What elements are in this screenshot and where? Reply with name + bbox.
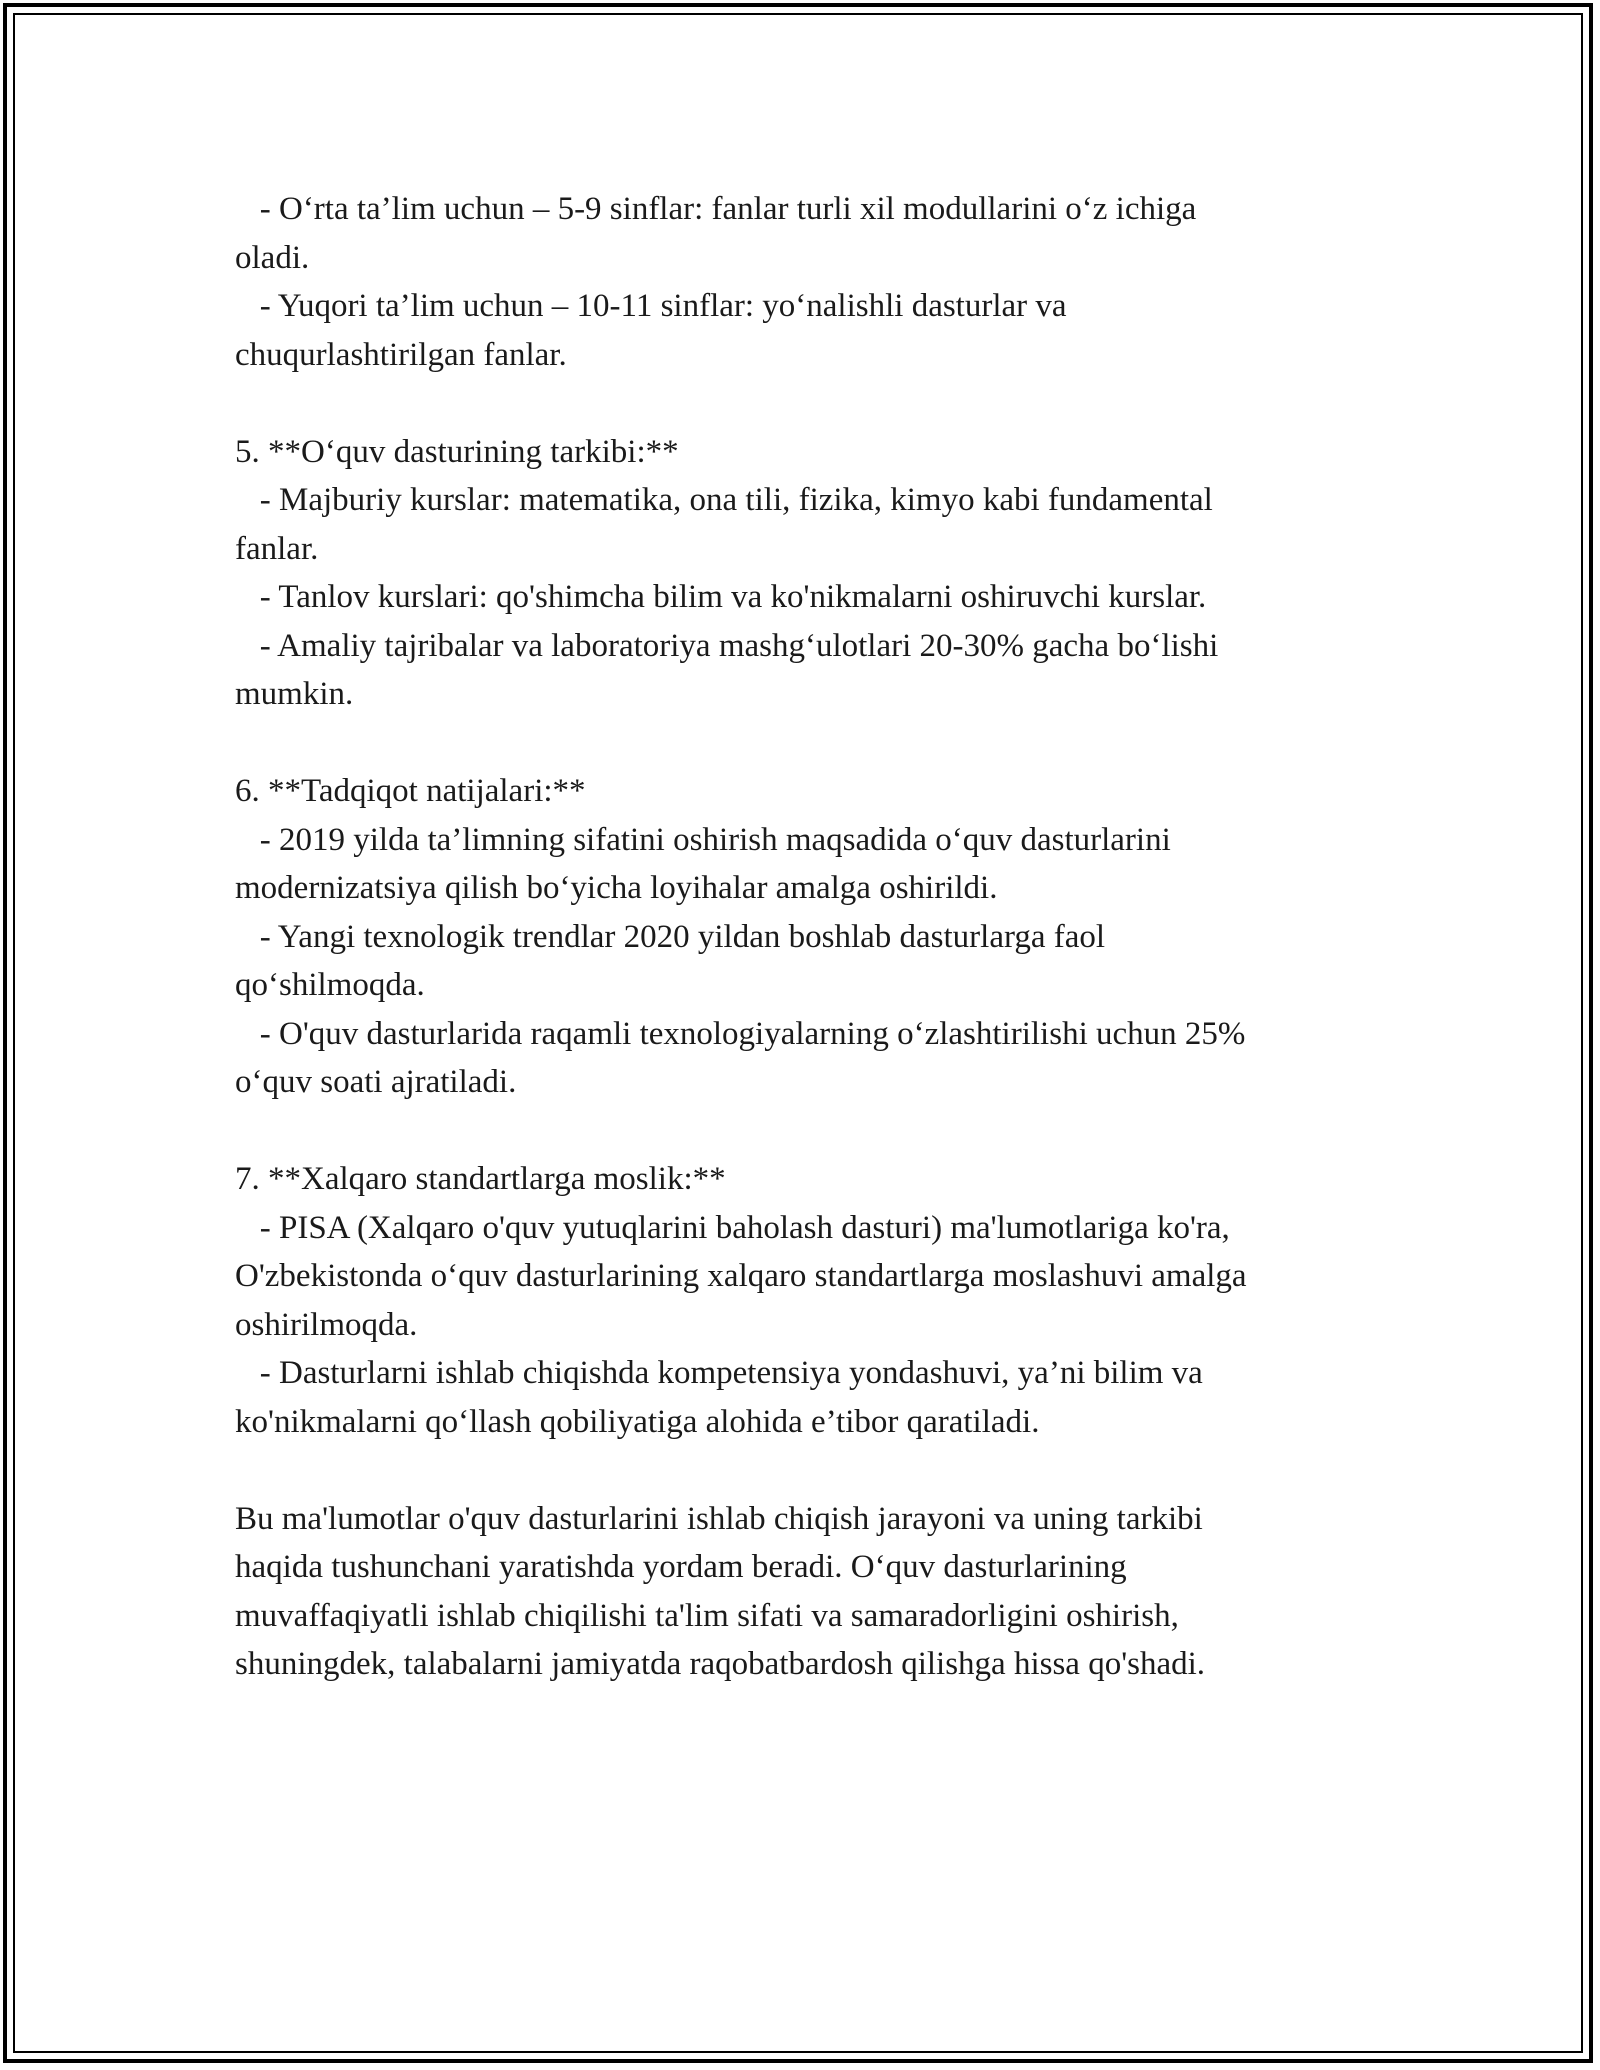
paragraph-gap <box>235 719 1385 768</box>
section-heading: 5. **O‘quv dasturining tarkibi:** <box>235 433 679 470</box>
document-body <box>235 185 1385 1689</box>
text-line: mumkin. <box>235 676 354 712</box>
paragraph-gap <box>235 1107 1385 1156</box>
text-line: O'zbekistonda o‘quv dasturlarining xalqaro standartlarga moslashuvi amalga <box>235 1258 1247 1294</box>
conclusion-line: Bu ma'lumotlar o'quv dasturlarini ishlab chiqish jarayoni va uning tarkibi <box>235 1500 1203 1537</box>
text-line: oshirilmoqda. <box>235 1306 418 1343</box>
text-line: ko'nikmalarni qo‘llash qobiliyatiga alohida e’tibor qaratiladi. <box>235 1403 1040 1440</box>
text-line: o‘quv soati ajratiladi. <box>235 1064 517 1100</box>
paragraph-gap <box>235 379 1385 428</box>
text-line: chuqurlashtirilgan fanlar. <box>235 336 567 373</box>
conclusion-line: haqida tushunchani yaratishda yordam beradi. O‘quv dasturlarining <box>235 1549 1127 1585</box>
text-line: modernizatsiya qilish bo‘yicha loyihalar amalga oshirildi. <box>235 870 998 906</box>
conclusion-line: muvaffaqiyatli ishlab chiqilishi ta'lim sifati va samaradorligini oshirish, <box>235 1597 1179 1634</box>
text-line: - PISA (Xalqaro o'quv yutuqlarini baholash dasturi) ma'lumotlariga ko'ra, <box>235 1209 1230 1246</box>
text-line: - Amaliy tajribalar va laboratoriya mashg‘ulotlari 20-30% gacha bo‘lishi <box>235 627 1219 664</box>
text-line: oladi. <box>235 239 310 276</box>
text-line: - O‘rta ta’lim uchun – 5-9 sinflar: fanlar turli xil modullarini o‘z ichiga <box>235 191 1197 227</box>
text-line: fanlar. <box>235 530 319 567</box>
text-line: - O'quv dasturlarida raqamli texnologiyalarning o‘zlashtirilishi uchun 25% <box>235 1015 1246 1052</box>
section-heading: 7. **Xalqaro standartlarga moslik:** <box>235 1161 726 1197</box>
text-line: - Yuqori ta’lim uchun – 10-11 sinflar: yo‘nalishli dasturlar va <box>235 288 1067 324</box>
section-heading: 6. **Tadqiqot natijalari:** <box>235 773 586 809</box>
text-line: - Tanlov kurslari: qo'shimcha bilim va ko'nikmalarni oshiruvchi kurslar. <box>235 579 1207 615</box>
text-line: qo‘shilmoqda. <box>235 967 425 1003</box>
text-line: - Majburiy kurslar: matematika, ona tili, fizika, kimyo kabi fundamental <box>235 482 1213 518</box>
text-line: - 2019 yilda ta’limning sifatini oshirish maqsadida o‘quv dasturlarini <box>235 821 1171 858</box>
text-line: - Yangi texnologik trendlar 2020 yildan boshlab dasturlarga faol <box>235 918 1106 955</box>
paragraph-gap <box>235 1446 1385 1495</box>
conclusion-line: shuningdek, talabalarni jamiyatda raqobatbardosh qilishga hissa qo'shadi. <box>235 1646 1206 1682</box>
text-line: - Dasturlarni ishlab chiqishda kompetensiya yondashuvi, ya’ni bilim va <box>235 1355 1203 1391</box>
